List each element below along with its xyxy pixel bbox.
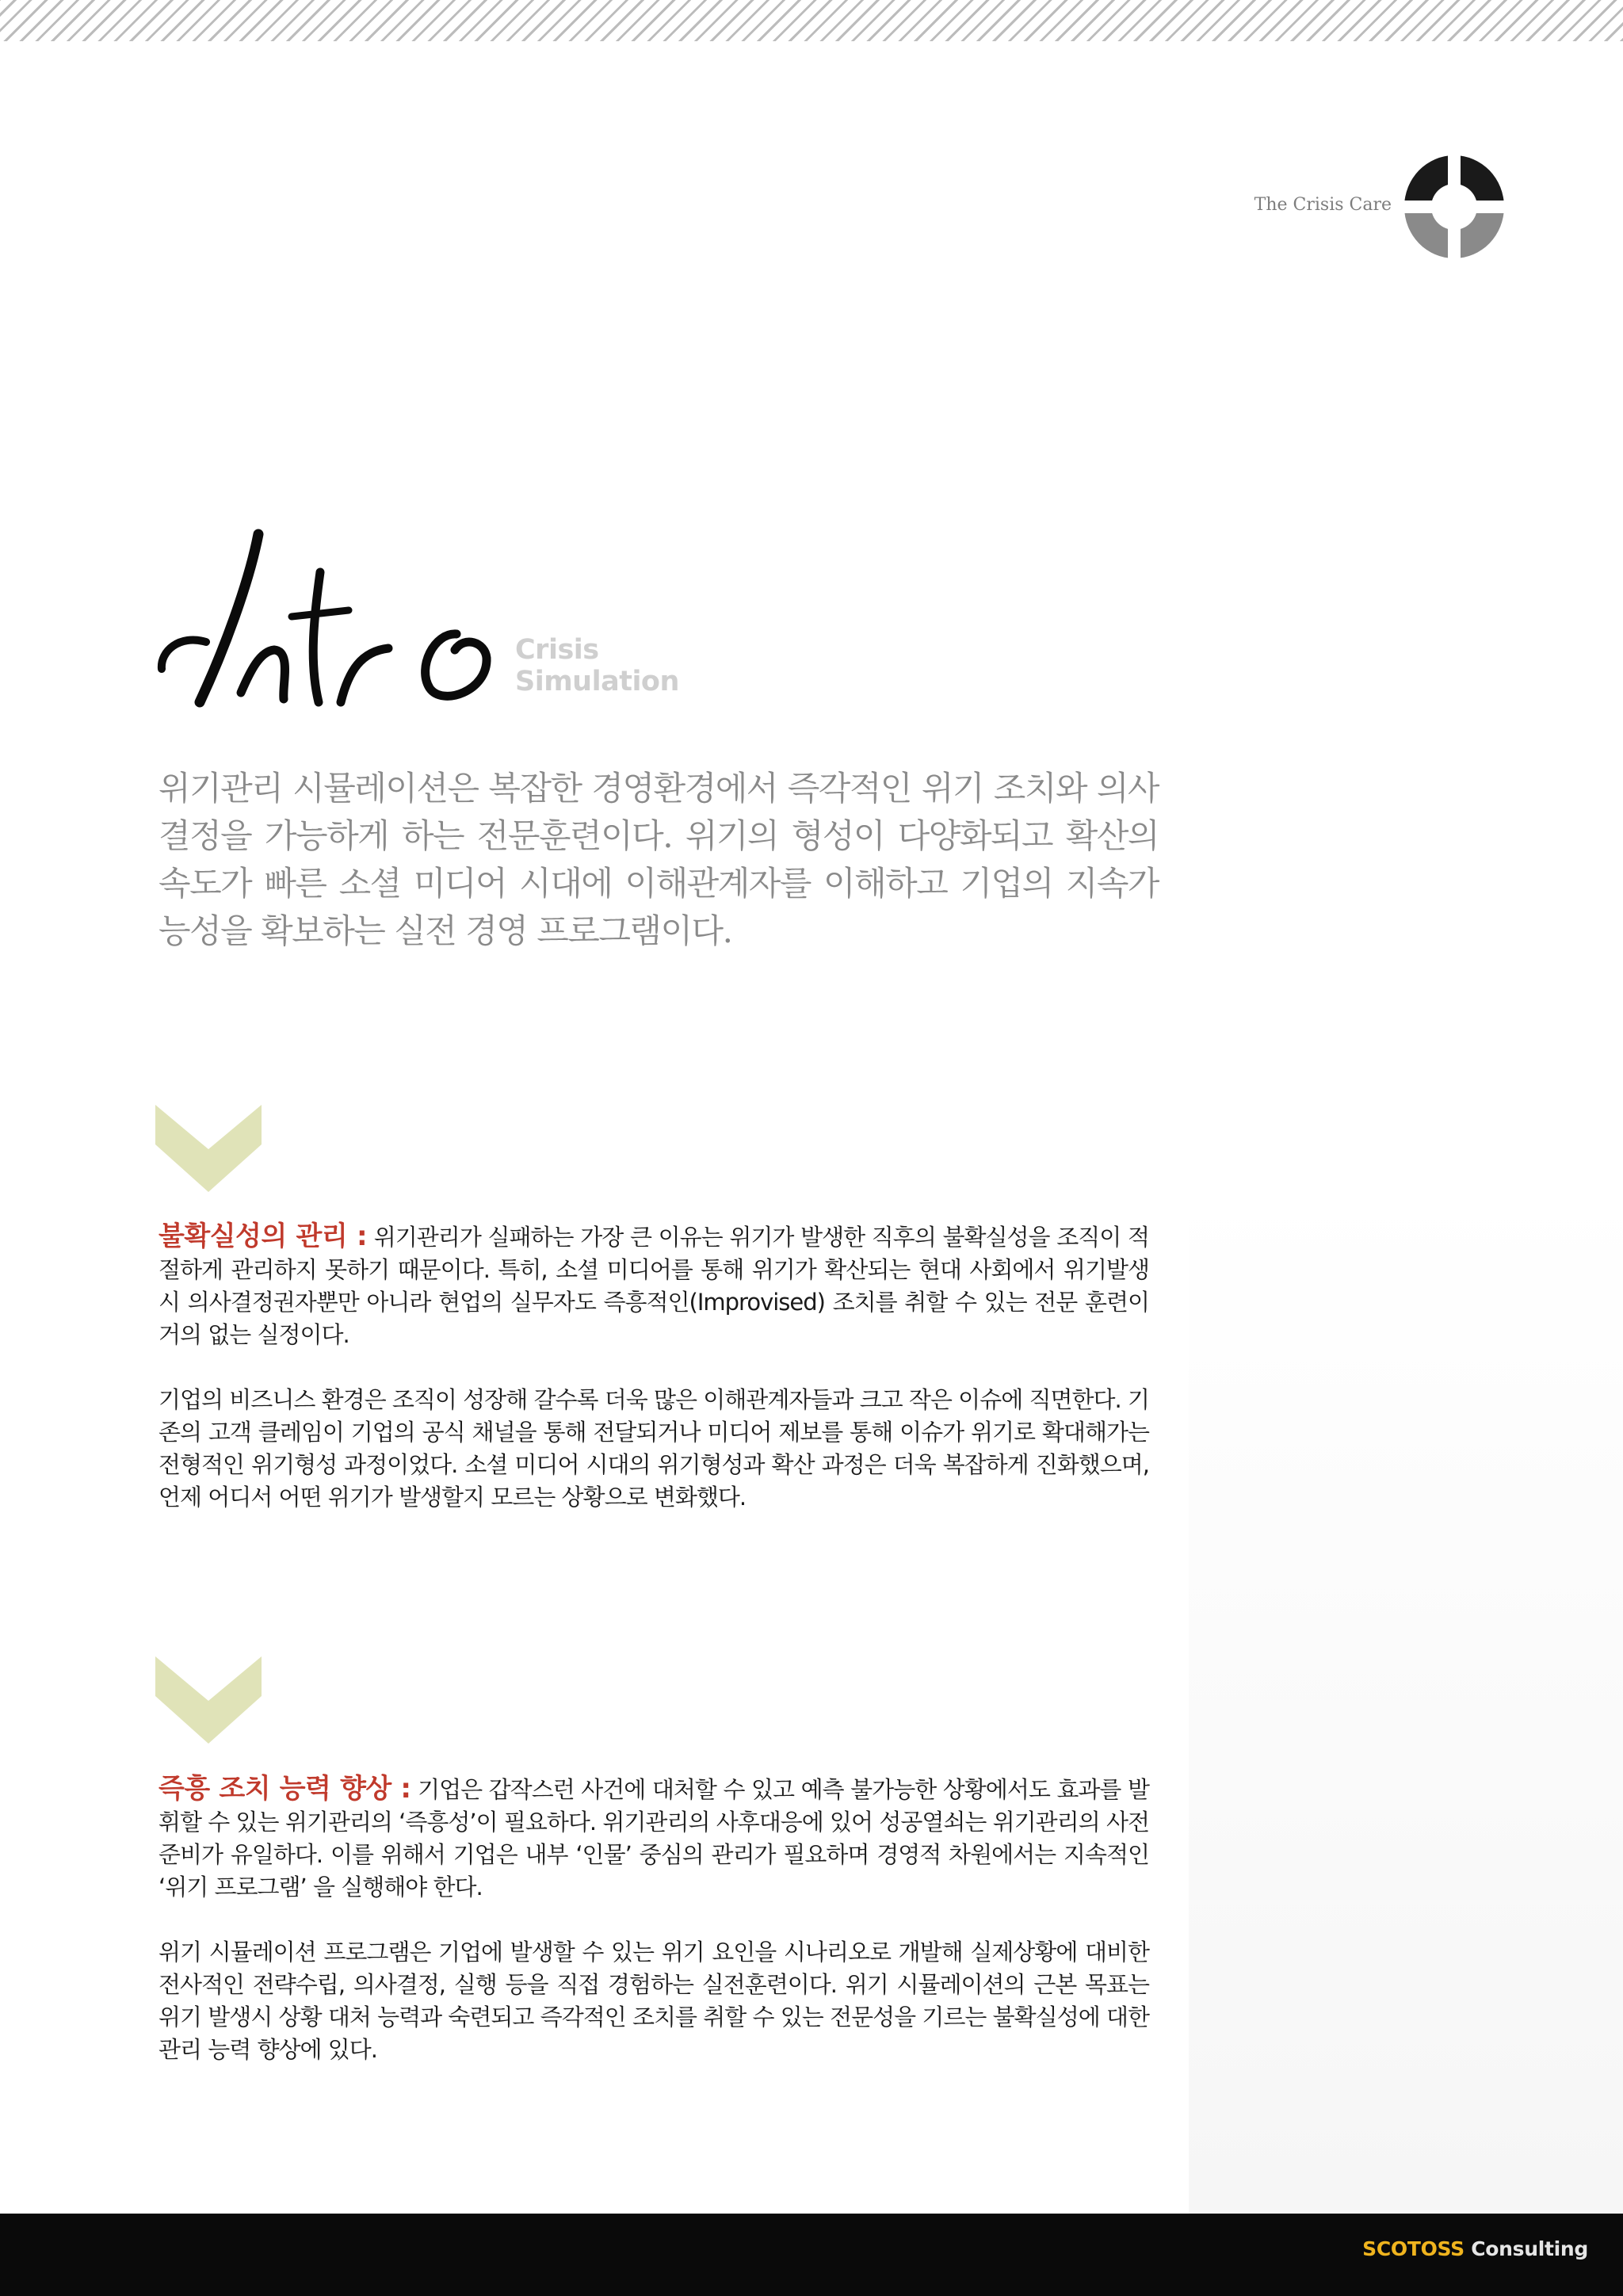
intro-letter-t (313, 572, 320, 702)
section-paragraph: 위기 시뮬레이션 프로그램은 기업에 발생할 수 있는 위기 요인을 시나리오로 개발해 실제상황에 대비한 전사적인 전략수립, 의사결정, 실행 등을 직접 경험하는 실전훈련이다. 위기 시뮬레이션의 근본 목표는 위기 발생시 상황 대처 능력과 숙련되고 즉각적인 조치를 취할 수 있는 전문성을 기르는 불확실성에 대한 관리 능력 향상에 있다. (158, 1939, 1149, 2063)
intro-letter-r (341, 648, 388, 702)
background-gradient-panel (1189, 1189, 1623, 2214)
intro-letter-n (162, 640, 206, 669)
intro-letter-t-bar (292, 610, 349, 617)
chevron-down-icon (155, 1105, 262, 1192)
section-text: 위기관리가 실패하는 가장 큰 이유는 위기가 발생한 직후의 불확실성을 조직이 적절하게 관리하지 못하기 때문이다. 특히, 소셜 미디어를 통해 위기가 확산되는 현대 사회에서 위기발생 시 의사결정권자뿐만 아니라 현업의 실무자도 즉흥적인(Improvised) 조치를 취할 수 있는 전문 훈련이 거의 없는 실정이다. (158, 1224, 1149, 1348)
section-text: 기업은 갑작스런 사건에 대처할 수 있고 예측 불가능한 상황에서도 효과를 발휘할 수 있는 위기관리의 ‘즉흥성’이 필요하다. 위기관리의 사후대응에 있어 성공열쇠는 위기관리의 사전준비가 유일하다. 이를 위해서 기업은 내부 ‘인물’ 중심의 관리가 필요하며 경영적 차원에서는 지속적인 ‘위기 프로그램’ 을 실행해야 한다. (158, 1776, 1149, 1901)
section-paragraph: 기업의 비즈니스 환경은 조직이 성장해 갈수록 더욱 많은 이해관계자들과 크고 작은 이슈에 직면한다. 기존의 고객 클레임이 기업의 공식 채널을 통해 전달되거나 미디어 제보를 통해 이슈가 위기로 확대해가는 전형적인 위기형성 과정이었다. 소셜 미디어 시대의 위기형성과 확산 과정은 더욱 복잡하게 진화했으며, 언제 어디서 어떤 위기가 발생할지 모르는 상황으로 변화했다. (158, 1386, 1149, 1511)
footer-brand-rest: Consulting (1464, 2237, 1588, 2260)
brand-tagline: The Crisis Care (1254, 195, 1392, 215)
intro-script-title (155, 515, 512, 729)
crisis-care-logo-icon (1404, 155, 1504, 258)
section-heading: 즉흥 조치 능력 향상 : (158, 1773, 411, 1805)
subtitle-line-2: Simulation (515, 666, 679, 697)
section-heading: 불확실성의 관리 : (158, 1221, 368, 1252)
footer-brand-accent: SCOTOSS (1362, 2237, 1465, 2260)
intro-letter-o (426, 634, 487, 696)
subtitle-line-1: Crisis (515, 634, 599, 666)
section-paragraph (158, 1221, 1149, 1351)
lead-paragraph: 위기관리 시뮬레이션은 복잡한 경영환경에서 즉각적인 위기 조치와 의사결정을 가능하게 하는 전문훈련이다. 위기의 형성이 다양화되고 확산의 속도가 빠른 소셜 미디어 시대에 이해관계자를 이해하고 기업의 지속가능성을 확보하는 실전 경영 프로그램이다. (158, 769, 1159, 950)
footer-bar (0, 2214, 1623, 2296)
section-uncertainty (158, 1221, 1149, 1514)
footer-brand (1362, 2237, 1588, 2260)
section-improvisation (158, 1773, 1149, 2066)
subtitle (515, 634, 705, 697)
section-paragraph (158, 1773, 1149, 1904)
chevron-down-icon (155, 1656, 262, 1744)
hatch-stripe-band (0, 0, 1623, 41)
intro-letter-n-hump (241, 650, 285, 699)
